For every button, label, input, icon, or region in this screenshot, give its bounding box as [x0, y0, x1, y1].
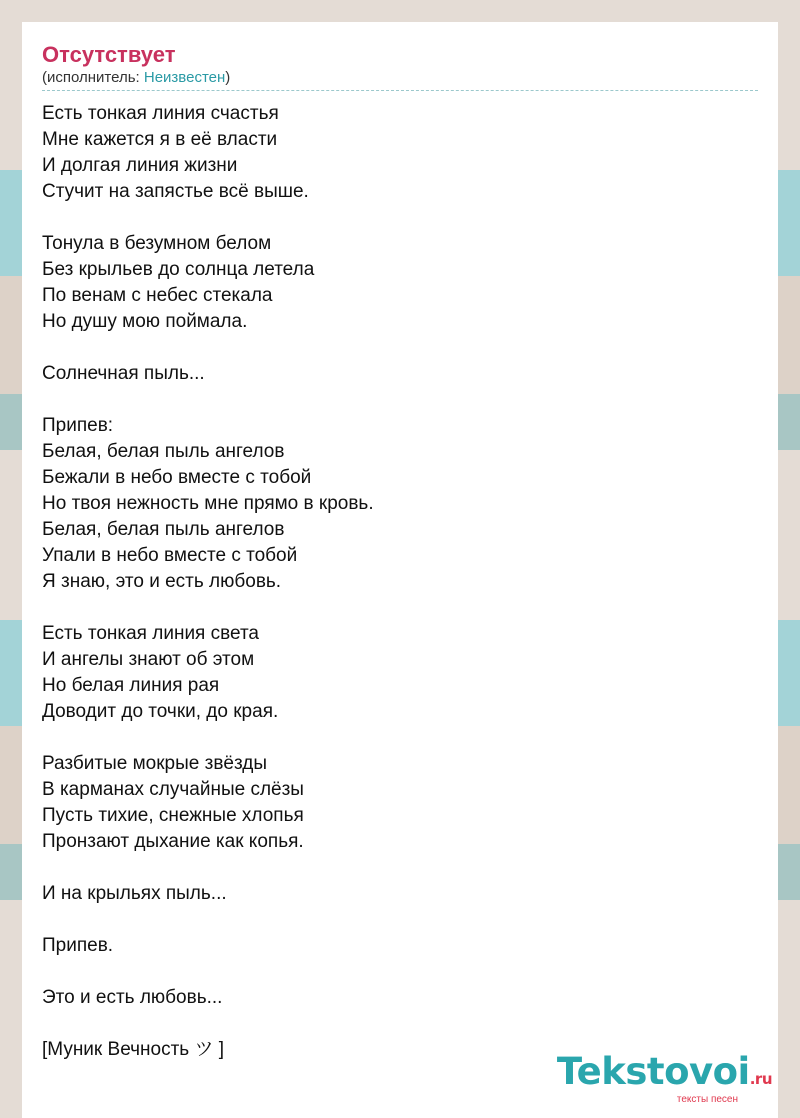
song-title: Отсутствует	[42, 42, 176, 67]
lyric-line	[42, 335, 758, 361]
lyrics-card	[22, 22, 778, 1118]
logo-tagline: тексты песен	[676, 1094, 738, 1105]
lyric-line: Без крыльев до солнца летела	[42, 259, 315, 280]
lyric-line: Я знаю, это и есть любовь.	[42, 571, 282, 592]
lyric-line: Стучит на запястье всё выше.	[42, 181, 309, 202]
lyric-line	[42, 595, 758, 621]
logo-tld: .ru	[749, 1070, 772, 1088]
lyric-line: Доводит до точки, до края.	[42, 701, 279, 722]
lyric-line	[42, 725, 758, 751]
logo-name: Tekstovoi	[556, 1050, 750, 1093]
lyric-line	[42, 855, 758, 881]
lyric-line: Разбитые мокрые звёзды	[42, 753, 268, 774]
lyric-line: Солнечная пыль...	[42, 363, 205, 384]
lyric-line: И на крыльях пыль...	[42, 883, 227, 904]
lyric-line: Пусть тихие, снежные хлопья	[42, 805, 304, 826]
lyric-line	[42, 1011, 758, 1037]
lyric-line: Это и есть любовь...	[42, 987, 223, 1008]
artist-prefix: (исполнитель:	[42, 69, 144, 86]
lyric-line	[42, 387, 758, 413]
lyric-line: Белая, белая пыль ангелов	[42, 519, 285, 540]
lyric-line: В карманах случайные слёзы	[42, 779, 304, 800]
lyric-line: Бежали в небо вместе с тобой	[42, 467, 312, 488]
lyric-line: Тонула в безумном белом	[42, 233, 272, 254]
lyric-line: Но душу мою поймала.	[42, 311, 248, 332]
lyric-line: И долгая линия жизни	[42, 155, 238, 176]
lyric-line: Пронзают дыхание как копья.	[42, 831, 304, 852]
artist-link[interactable]: Неизвестен	[143, 69, 226, 86]
lyric-line: [Муник Вечность ツ ]	[42, 1039, 225, 1060]
lyric-line: Припев.	[42, 935, 114, 956]
lyric-line: Припев:	[42, 415, 114, 436]
lyric-line: Упали в небо вместе с тобой	[42, 545, 298, 566]
lyric-line: Белая, белая пыль ангелов	[42, 441, 285, 462]
site-logo[interactable]	[557, 1052, 772, 1105]
lyric-line	[42, 959, 758, 985]
lyric-line: Но твоя нежность мне прямо в кровь.	[42, 493, 374, 514]
lyric-line: Мне кажется я в её власти	[42, 129, 278, 150]
artist-suffix: )	[225, 69, 231, 86]
lyric-line	[42, 907, 758, 933]
artist-line	[42, 68, 758, 91]
lyric-line	[42, 205, 758, 231]
lyric-line: Но белая линия рая	[42, 675, 220, 696]
lyric-line: И ангелы знают об этом	[42, 649, 255, 670]
lyric-line: Есть тонкая линия счастья	[42, 103, 279, 124]
lyric-line: Есть тонкая линия света	[42, 623, 259, 644]
lyrics-text	[42, 101, 758, 1063]
lyric-line: По венам с небес стекала	[42, 285, 273, 306]
